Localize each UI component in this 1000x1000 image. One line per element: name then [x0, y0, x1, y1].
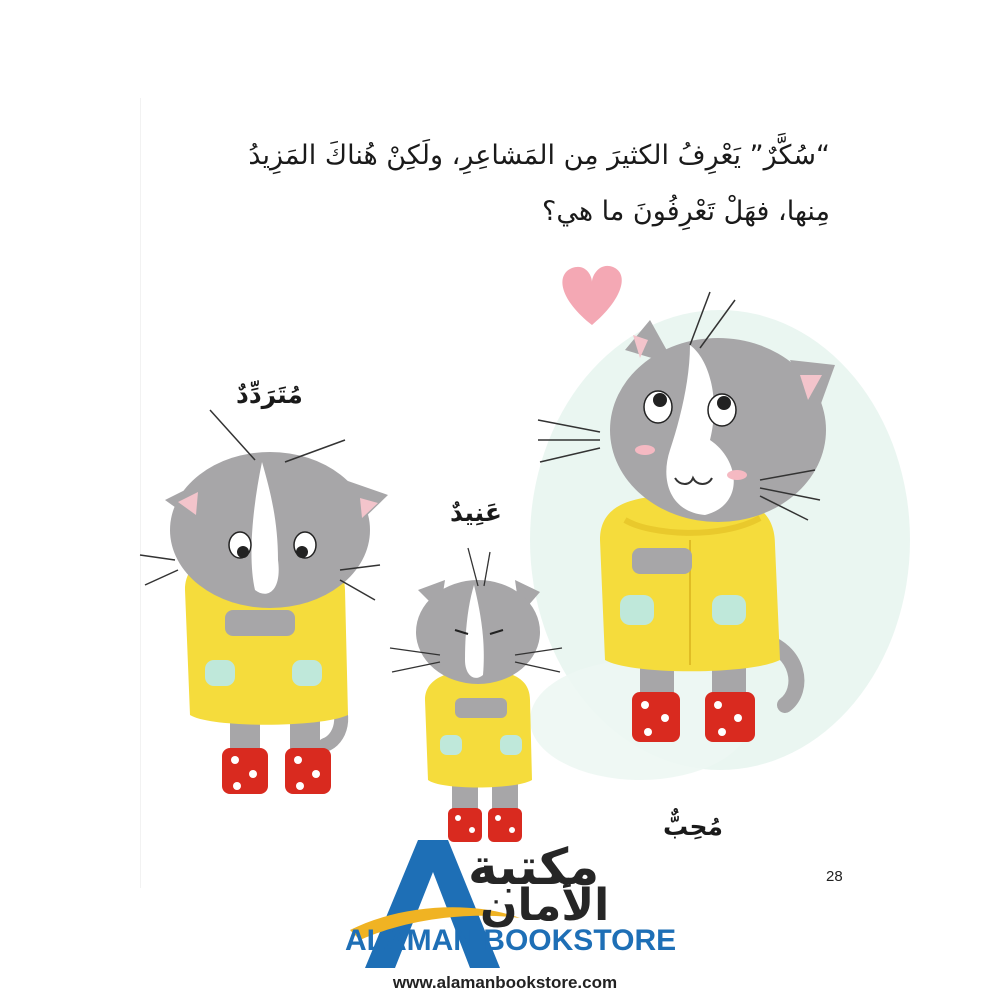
brand-arabic-line-1: مكتبة: [468, 838, 600, 896]
store-url: www.alamanbookstore.com: [392, 973, 618, 992]
brand-english-name: ALAMAN BOOKSTORE: [345, 924, 677, 957]
label-hesitant: مُتَرَدِّدٌ: [236, 380, 303, 409]
story-text-line-1: “سُكَّرٌ” يَعْرِفُ الكثيرَ مِن المَشاعِرِ، ولَكِنْ هُناكَ المَزِيدُ: [248, 140, 830, 171]
label-stubborn: عَنِيدٌ: [450, 498, 502, 527]
page-number: 28: [826, 868, 843, 885]
story-text-line-2: مِنها، فهَلْ تَعْرِفُونَ ما هي؟: [541, 196, 830, 227]
brand-arabic-line-2: الأمان: [480, 880, 610, 931]
label-loving: مُحِبٌّ: [663, 812, 723, 841]
